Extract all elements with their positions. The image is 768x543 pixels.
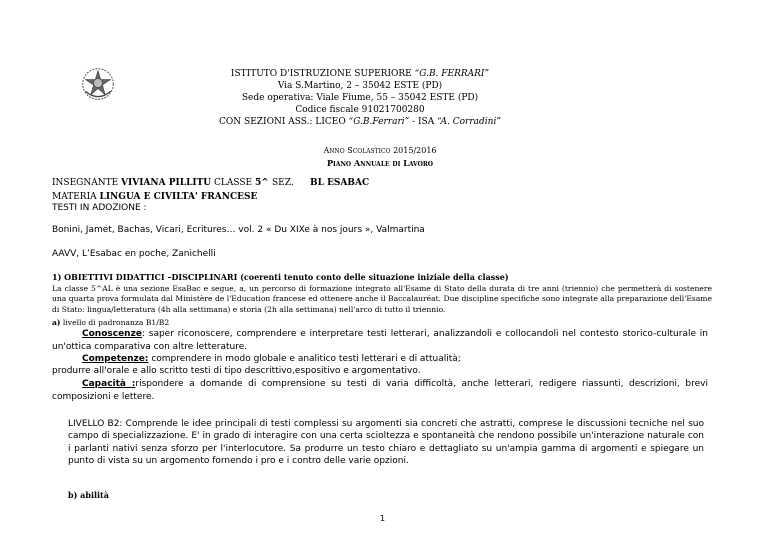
conoscenze-paragraph: Conoscenze: saper riconoscere, comprendere e interpretare testi letterari, analizzandoli e collocandoli nel contesto storico-culturale in un'ottica comparativa con altre letterature. — [52, 329, 708, 352]
operative-site-line: Sede operativa: Viale Fiume, 55 – 35042 ESTE (PD) — [241, 93, 479, 103]
page-number: 1 — [380, 514, 386, 523]
sections-line: CON SEZIONI ASS.: LICEO “G.B.Ferrari” - ISA “A. Corradini” — [219, 117, 501, 127]
fiscal-code-line: Codice fiscale 91021700280 — [295, 105, 425, 115]
republic-emblem-icon — [80, 66, 116, 102]
section-heading: 1) OBIETTIVI DIDATTICI –DISCIPLINARI (coerenti tenuto conto delle situazione iniziale della classe) — [52, 272, 509, 282]
intro-paragraph: La classe 5^AL è una sezione EsaBac e segue, a, un percorso di formazione integrato all'Esame di Stato della durata di tre anni (triennio) che permetterà di sostenere una quarta prova formulata dal Ministère de l'Education francese ed ottenere anche il Baccalauréat. Due discipline specifiche sono integrate alla preparazione dell'Esame di Stato: lingua/letteratura (4h alla settimana) e storia (2h alla settimana) nell'arco di tutto il triennio. — [52, 284, 712, 314]
section-value: BL ESABAC — [310, 178, 370, 188]
teacher-line: INSEGNANTE VIVIANA PILLITU CLASSE 5^ — [52, 178, 269, 188]
competenze-paragraph: Competenze: comprendere in modo globale e analitico testi letterari e di attualità; — [82, 354, 461, 364]
subject-line: MATERIA LINGUA E CIVILTA' FRANCESE — [52, 192, 258, 202]
text-item-2: AAVV, L’Esabac en poche, Zanichelli — [52, 249, 216, 259]
section-label: SEZ. — [272, 178, 294, 188]
texts-label: TESTI IN ADOZIONE : — [52, 203, 147, 213]
text-item-1: Bonini, Jamet, Bachas, Vicari, Ecritures… vol. 2 « Du XIXe à nos jours », Valmartina — [52, 225, 425, 235]
institute-line: ISTITUTO D'ISTRUZIONE SUPERIORE “G.B. FERRARI” — [230, 69, 490, 79]
plan-title-block — [300, 144, 460, 170]
school-year: Anno Scolastico 2015/2016 — [323, 146, 437, 155]
competenze-paragraph-2: produrre all'orale e allo scritto testi di tipo descrittivo,espositivo e argomentativo. — [52, 366, 421, 376]
level-line: a) livello di padronanza B1/B2 — [52, 318, 170, 327]
capacita-paragraph: Capacità :rispondere a domande di comprensione su testi di varia difficoltà, anche letterari, redigere riassunti, descrizioni, brevi composizioni e lettere. — [52, 379, 708, 402]
school-header — [150, 68, 570, 128]
b2-level-paragraph: LIVELLO B2: Comprende le idee principali di testi complessi su argomenti sia concreti che astratti, comprese le discussioni tecniche nel suo campo di specializzazione. E' in grado di interagire con una certa scioltezza e spontaneità che rendono possibile un'interazione naturale con i parlanti nativi senza sforzo per l'interlocutore. Sa produrre un testo chiaro e dettagliato su un'ampia gamma di argomenti e spiegare un punto di vista su un argomento fornendo i pro e i contro delle varie opzioni. — [68, 419, 704, 467]
address-line: Via S.Martino, 2 – 35042 ESTE (PD) — [277, 81, 443, 91]
plan-title: Piano Annuale di Lavoro — [326, 158, 434, 168]
abilita-heading: b) abilità — [68, 490, 109, 500]
